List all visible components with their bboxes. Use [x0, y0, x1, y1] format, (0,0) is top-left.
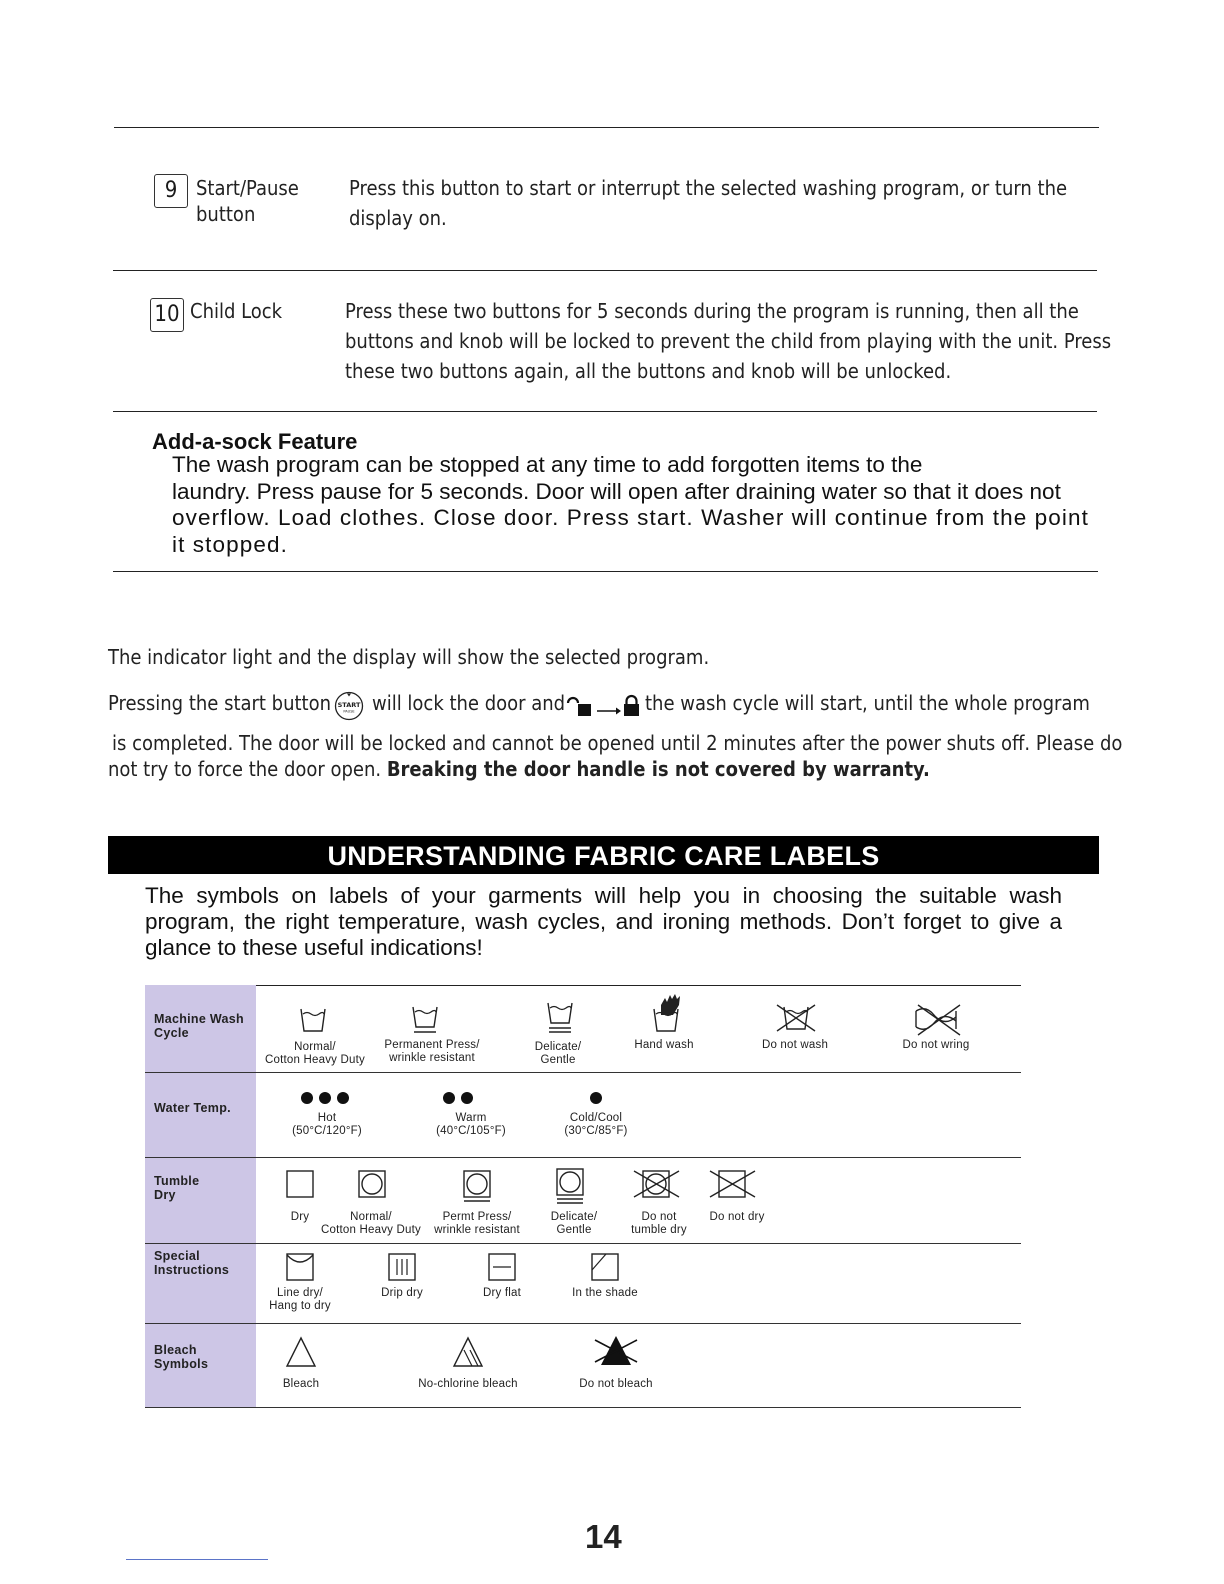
caption-line: Do not bleach — [579, 1378, 653, 1390]
control-label-child-lock — [190, 298, 282, 324]
care-heading-line: Water Temp. — [154, 1101, 231, 1115]
care-heading-line: Instructions — [154, 1263, 230, 1277]
caption-line: (50°C/120°F) — [292, 1125, 362, 1137]
control-description-child-lock — [345, 296, 1111, 386]
description-line: Press these two buttons for 5 seconds during the program is running, then all the — [345, 299, 1079, 323]
caption-line: Bleach — [282, 1378, 320, 1390]
non-chlorine-bleach-icon — [452, 1336, 484, 1368]
add-a-sock-line: laundry. Press pause for 5 seconds. Door will open after draining water so that it does not — [172, 478, 1061, 504]
footer-line — [126, 1559, 268, 1560]
care-caption — [260, 1287, 340, 1313]
description-line: display on. — [349, 206, 447, 230]
line-dry-icon — [286, 1253, 314, 1281]
pause-icon-text: PAUSE — [343, 709, 355, 714]
caption-line: Cotton Heavy Duty — [265, 1054, 365, 1066]
drip-dry-icon — [388, 1253, 416, 1281]
care-row-machine-wash — [145, 985, 1021, 1073]
caption-line: Do not — [641, 1211, 677, 1223]
care-caption — [373, 1039, 491, 1065]
divider-top — [114, 127, 1099, 128]
dry-flat-icon — [488, 1253, 516, 1281]
add-a-sock-line: it stopped. — [172, 531, 288, 557]
do-not-dry-icon — [709, 1168, 757, 1200]
caption-line: Drip dry — [381, 1287, 423, 1299]
care-caption — [313, 1211, 429, 1237]
care-row-water-temp — [145, 1073, 1021, 1158]
dry-in-shade-icon — [591, 1253, 619, 1281]
care-caption — [623, 1039, 705, 1052]
bleach-icon — [285, 1336, 317, 1368]
care-caption — [277, 1112, 377, 1138]
caption-line: Do not wring — [902, 1039, 970, 1051]
care-heading-line: Machine Wash — [154, 1012, 244, 1026]
warm-temperature-dots-icon — [441, 1090, 475, 1106]
caption-line: wrinkle resistant — [434, 1224, 520, 1236]
care-row-heading — [145, 1073, 256, 1157]
caption-line: In the shade — [572, 1287, 638, 1299]
care-caption — [366, 1287, 438, 1300]
tumble-dry-normal-icon — [358, 1170, 386, 1198]
cold-temperature-dot-icon — [588, 1090, 604, 1106]
care-caption — [403, 1378, 533, 1391]
caption-line: Dry — [290, 1211, 310, 1223]
caption-line: Delicate/ — [534, 1041, 582, 1053]
caption-line: Delicate/ — [550, 1211, 598, 1223]
do-not-bleach-icon — [593, 1334, 639, 1368]
care-caption — [566, 1378, 666, 1391]
care-row-heading — [145, 1324, 256, 1407]
divider — [113, 571, 1098, 572]
caption-line: wrinkle resistant — [389, 1052, 475, 1064]
do-not-wring-icon — [910, 1003, 966, 1037]
washtub-icon — [298, 1003, 328, 1035]
start-text-part1: Pressing the start button — [108, 691, 332, 715]
control-number-10: 10 — [150, 298, 184, 332]
caption-line: Do not wash — [761, 1039, 829, 1051]
care-caption — [619, 1211, 699, 1237]
caption-line: Warm — [455, 1112, 487, 1124]
care-heading-line: Dry — [154, 1188, 176, 1202]
start-paragraph-line3 — [108, 756, 930, 782]
caption-line: Permt Press/ — [442, 1211, 512, 1223]
care-caption — [267, 1378, 335, 1391]
hot-temperature-dots-icon — [299, 1090, 351, 1106]
start-icon-text: START — [337, 701, 361, 709]
care-caption — [257, 1041, 373, 1067]
description-line: these two buttons again, all the buttons and knob will be unlocked. — [345, 359, 952, 383]
care-label-table — [145, 985, 1021, 1408]
start-text-part3: the wash cycle will start, until the whole program — [645, 691, 1090, 715]
warranty-warning: Breaking the door handle is not covered by warranty. — [386, 757, 930, 781]
door-warning-text: not try to force the door open. — [108, 757, 387, 781]
care-caption — [893, 1039, 979, 1052]
caption-line: Hot — [317, 1112, 337, 1124]
care-row-bleach — [145, 1324, 1021, 1408]
care-caption — [420, 1211, 534, 1237]
tumble-dry-permanent-press-icon — [463, 1170, 491, 1204]
care-row-heading — [145, 1244, 256, 1323]
caption-line: Gentle — [556, 1224, 592, 1236]
care-caption — [421, 1112, 521, 1138]
add-a-sock-line: The wash program can be stopped at any time to add forgotten items to the — [172, 452, 923, 477]
care-heading-line: Special — [154, 1249, 200, 1263]
control-description-start-pause — [349, 173, 1067, 233]
start-pause-button-icon — [334, 691, 364, 721]
care-caption — [534, 1211, 614, 1237]
caption-line: (40°C/105°F) — [436, 1125, 506, 1137]
care-row-heading — [145, 985, 256, 1072]
care-row-heading — [145, 1158, 256, 1243]
do-not-wash-icon — [775, 1001, 817, 1035]
washtub-delicate-icon — [545, 997, 575, 1037]
care-heading-line: Bleach — [154, 1343, 197, 1357]
description-line: buttons and knob will be locked to prevent the child from playing with the unit. Press — [345, 329, 1112, 353]
care-row-special-instructions — [145, 1244, 1021, 1324]
start-paragraph-line2: is completed. The door will be locked and cannot be opened until 2 minutes after the power shuts off. Please do — [112, 731, 1123, 755]
control-label-line: button — [196, 202, 256, 226]
care-caption — [697, 1211, 777, 1224]
control-label-line: Child Lock — [190, 299, 283, 323]
caption-line: Permanent Press/ — [384, 1039, 480, 1051]
fabric-care-intro: The symbols on labels of your garments will help you in choosing the suitable wash program, the right temperature, wash cycles, and ironing methods. Don’t forget to give a glance to these useful indications! — [145, 883, 1062, 960]
add-a-sock-body — [172, 452, 1089, 558]
divider — [113, 411, 1097, 412]
dry-square-icon — [286, 1170, 314, 1198]
care-caption — [751, 1039, 839, 1052]
caption-line: tumble dry — [631, 1224, 687, 1236]
care-caption — [546, 1112, 646, 1138]
caption-line: (30°C/85°F) — [564, 1125, 628, 1137]
do-not-tumble-dry-icon — [633, 1168, 681, 1200]
hand-wash-icon — [651, 993, 683, 1035]
lock-door-icon — [564, 692, 646, 720]
caption-line: Normal/ — [294, 1041, 336, 1053]
control-number-9: 9 — [154, 174, 188, 208]
care-heading-line: Tumble — [154, 1174, 200, 1188]
description-line: Press this button to start or interrupt the selected washing program, or turn the — [349, 176, 1068, 200]
start-paragraph-line1 — [108, 690, 1090, 716]
page-number: 14 — [585, 1518, 622, 1555]
care-heading-line: Cycle — [154, 1026, 189, 1040]
caption-line: Normal/ — [350, 1211, 392, 1223]
care-caption — [466, 1287, 538, 1300]
caption-line: Hang to dry — [269, 1300, 331, 1312]
add-a-sock-title: Add-a-sock Feature — [152, 429, 358, 454]
indicator-text: The indicator light and the display will show the selected program. — [108, 645, 710, 669]
control-label-line: Start/Pause — [196, 176, 299, 200]
washtub-permanent-press-icon — [410, 1001, 440, 1037]
caption-line: Gentle — [540, 1054, 576, 1066]
start-text-part2: will lock the door and — [372, 691, 566, 715]
care-heading-line: Symbols — [154, 1357, 209, 1371]
caption-line: Do not dry — [709, 1211, 765, 1223]
caption-line: Line dry/ — [277, 1287, 323, 1299]
caption-line: Cotton Heavy Duty — [321, 1224, 421, 1236]
add-a-sock-line: overflow. Load clothes. Close door. Press start. Washer will continue from the point — [172, 505, 1089, 530]
divider — [113, 270, 1097, 271]
caption-line: No-chlorine bleach — [418, 1378, 518, 1390]
care-caption — [517, 1041, 599, 1067]
caption-line: Dry flat — [482, 1287, 522, 1299]
caption-line: Cold/Cool — [569, 1112, 623, 1124]
control-label-start-pause — [196, 175, 299, 227]
care-row-tumble-dry — [145, 1158, 1021, 1244]
fabric-care-banner: UNDERSTANDING FABRIC CARE LABELS — [108, 836, 1099, 874]
caption-line: Hand wash — [634, 1039, 694, 1051]
tumble-dry-delicate-icon — [556, 1168, 584, 1208]
care-caption — [559, 1287, 651, 1300]
